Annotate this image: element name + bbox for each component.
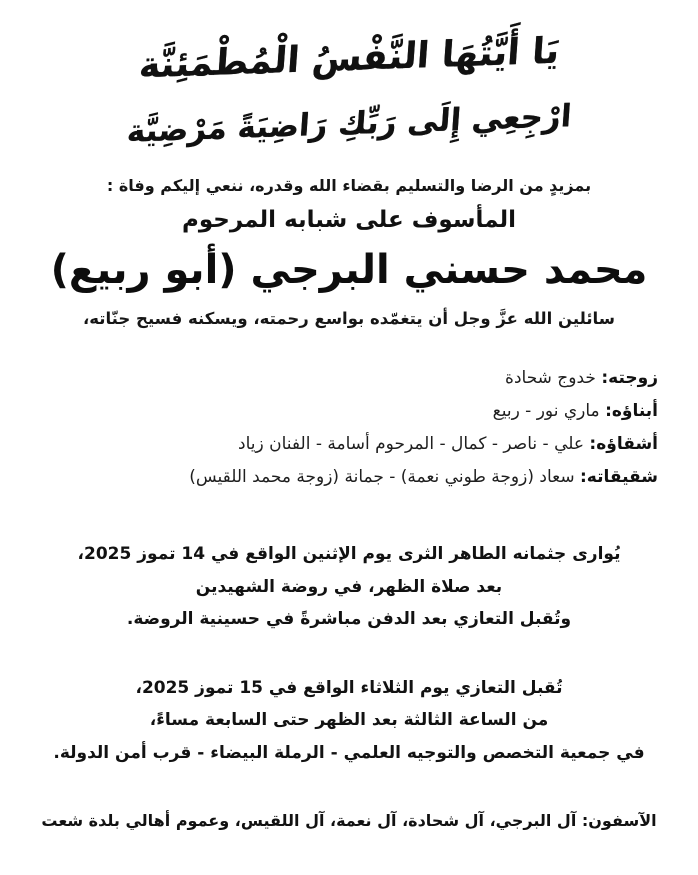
burial-paragraph (0, 538, 698, 636)
brothers-value: علي - ناصر - كمال - المرحوم أسامة - الفنان زياد (238, 434, 585, 454)
burial-line1: يُوارى جثمانه الطاهر الثرى يوم الإثنين الواقع في 14 تموز 2025، (77, 544, 621, 564)
children-label: أبناؤه: (605, 401, 658, 421)
family-details (0, 362, 698, 494)
announcement-intro: بمزيدٍ من الرضا والتسليم بقضاء الله وقدره، ننعي إليكم وفاة : (106, 176, 592, 195)
brothers-label: أشقاؤه: (589, 434, 658, 454)
burial-line2: بعد صلاة الظهر، في روضة الشهيدين (195, 576, 503, 597)
condolences-line3: في جمعية التخصص والتوجيه العلمي - الرملة البيضاء - قرب أمن الدولة. (53, 742, 645, 763)
sisters-value: سعاد (زوجة طوني نعمة) - جمانة (زوجة محمد اللقيس) (189, 467, 575, 487)
condolences-paragraph (0, 672, 698, 770)
family-row-wife (30, 362, 658, 395)
wife-value: خدوج شحادة (505, 368, 596, 388)
quran-verse-line2: ارْجِعِي إِلَى رَبِّكِ رَاضِيَةً مَرْضِيَّة (125, 98, 573, 150)
burial-line3: وتُقبل التعازي بعد الدفن مباشرةً في حسينية الروضة. (126, 609, 572, 629)
family-row-brothers (30, 428, 658, 461)
wife-label: زوجته: (601, 368, 658, 388)
deceased-name: محمد حسني البرجي (أبو ربيع) (50, 247, 648, 293)
mourners-line: الآسفون: آل البرجي، آل شحادة، آل نعمة، آل اللقيس، وعموم أهالي بلدة شعت (41, 811, 657, 830)
quran-verse-line1: يَا أَيَّتُهَا النَّفْسُ الْمُطْمَئِنَّة (137, 30, 561, 87)
condolences-line1: تُقبل التعازي يوم الثلاثاء الواقع في 15 تموز 2025، (135, 677, 563, 698)
condolences-line2: من الساعة الثالثة بعد الظهر حتى السابعة مساءً، (149, 710, 549, 730)
honorific-line: المأسوف على شبابه المرحوم (181, 207, 517, 233)
family-row-children (30, 395, 658, 428)
sisters-label: شقيقاته: (579, 467, 658, 487)
calligraphy-header (0, 26, 698, 150)
children-value: ماري نور - ربيع (492, 401, 600, 421)
prayer-line: سائلين الله عزَّ وجل أن يتغمّده بواسع رحمته، ويسكنه فسيح جنّاته، (83, 309, 615, 328)
family-row-sisters (30, 461, 658, 494)
